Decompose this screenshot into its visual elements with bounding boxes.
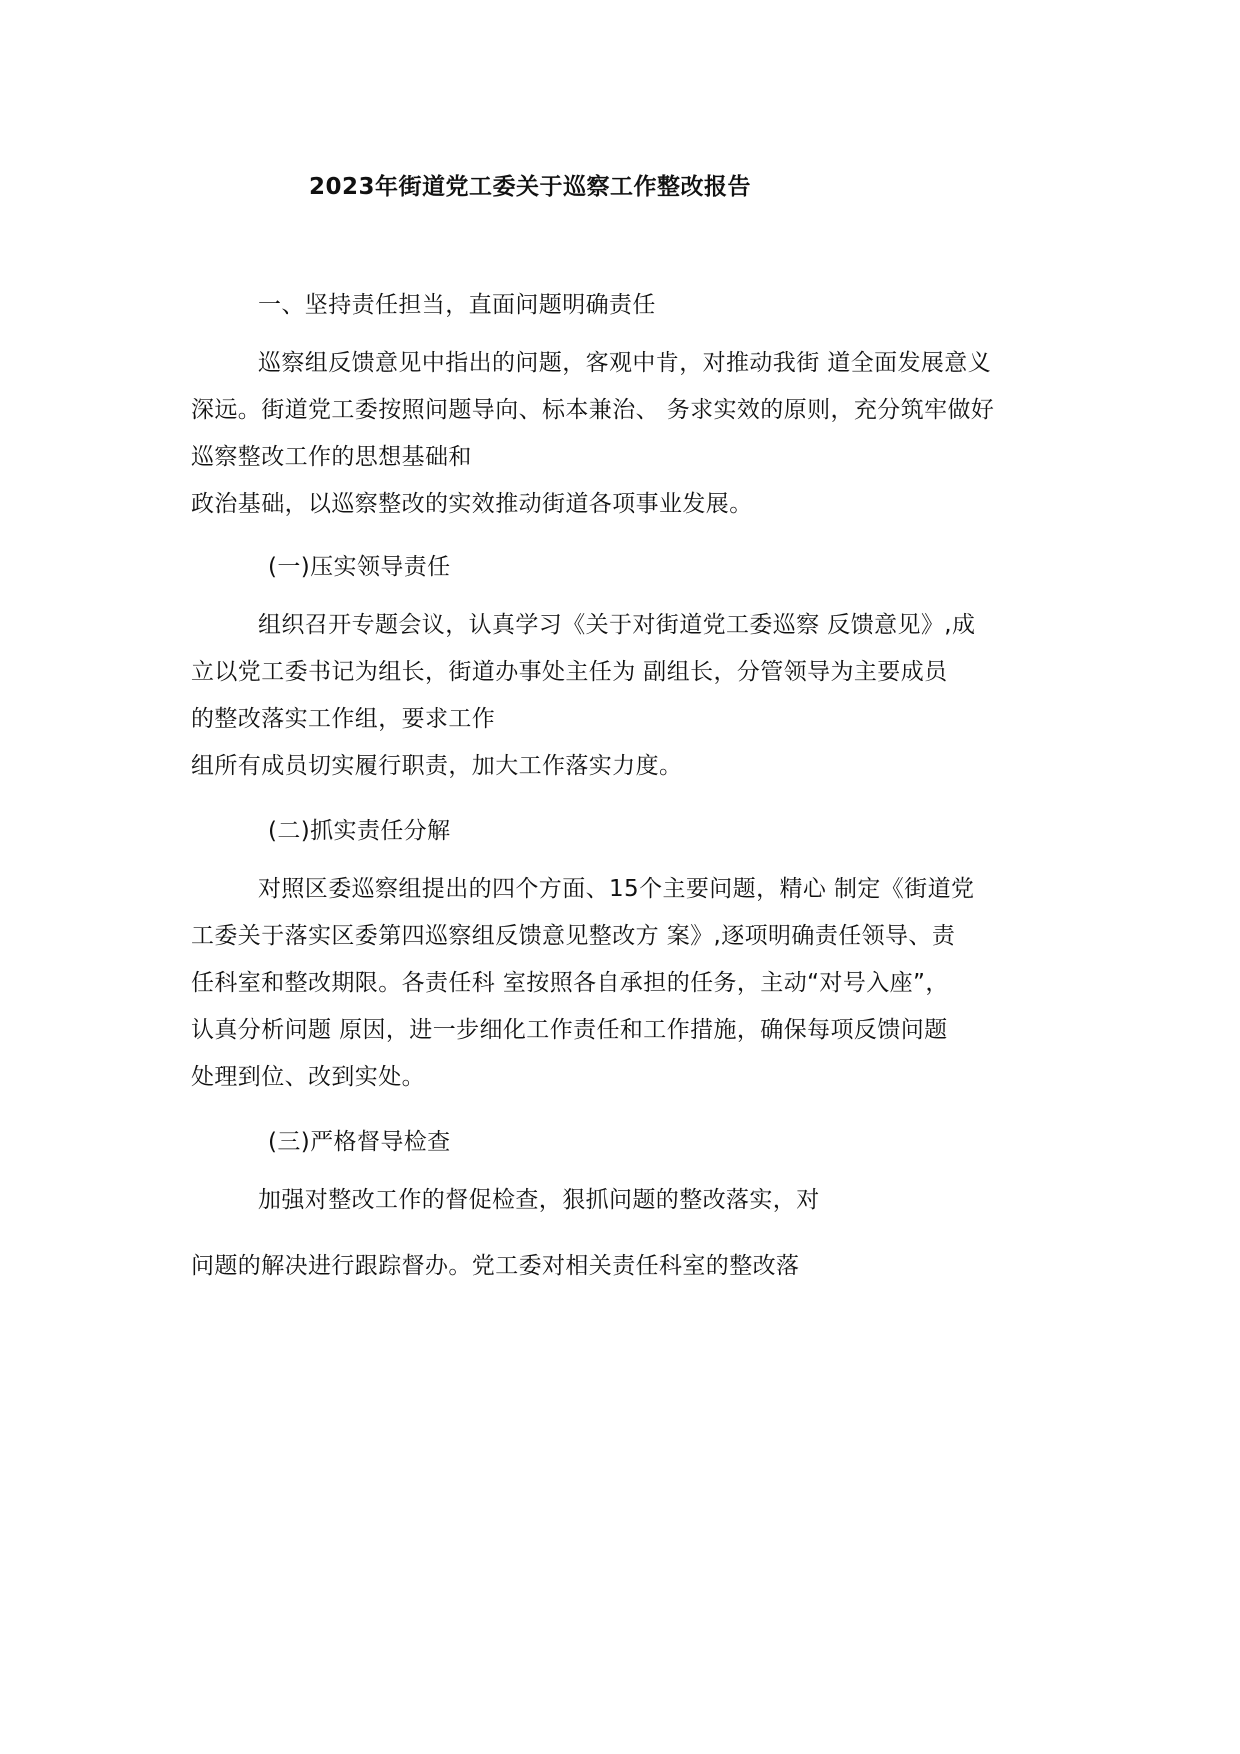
paragraph-1-line-1: 巡察组反馈意见中指出的问题，客观中肯，对推动我街 道全面发展意义 bbox=[258, 350, 992, 376]
paragraph-3-line-4: 认真分析问题 原因，进一步细化工作责任和工作措施，确保每项反馈问题 bbox=[191, 1017, 948, 1043]
paragraph-1-line-3: 巡察整改工作的思想基础和 bbox=[191, 444, 472, 470]
document-title: 2023年街道党工委关于巡察工作整改报告 bbox=[309, 174, 752, 200]
subsection-heading-1: (一)压实领导责任 bbox=[268, 554, 451, 580]
paragraph-4-line-2: 问题的解决进行跟踪督办。党工委对相关责任科室的整改落 bbox=[191, 1253, 800, 1279]
paragraph-1-line-4: 政治基础，以巡察整改的实效推动街道各项事业发展。 bbox=[191, 491, 753, 517]
paragraph-2-line-4: 组所有成员切实履行职责，加大工作落实力度。 bbox=[191, 753, 683, 779]
paragraph-3-line-5: 处理到位、改到实处。 bbox=[191, 1064, 425, 1090]
paragraph-1-line-2: 深远。街道党工委按照问题导向、标本兼治、 务求实效的原则，充分筑牢做好 bbox=[191, 397, 995, 423]
paragraph-2-line-2: 立以党工委书记为组长，街道办事处主任为 副组长，分管领导为主要成员 bbox=[191, 659, 948, 685]
paragraph-2-line-3: 的整改落实工作组，要求工作 bbox=[191, 706, 496, 732]
paragraph-3-line-3: 任科室和整改期限。各责任科 室按照各自承担的任务，主动“对号入座”， bbox=[191, 970, 949, 996]
subsection-heading-2: (二)抓实责任分解 bbox=[268, 818, 451, 844]
paragraph-4-line-1: 加强对整改工作的督促检查，狠抓问题的整改落实，对 bbox=[258, 1187, 820, 1213]
subsection-heading-3: (三)严格督导检查 bbox=[268, 1129, 451, 1155]
paragraph-3-line-1: 对照区委巡察组提出的四个方面、15个主要问题，精心 制定《街道党 bbox=[258, 876, 975, 902]
section-heading-1: 一、坚持责任担当，直面问题明确责任 bbox=[258, 292, 656, 318]
paragraph-3-line-2: 工委关于落实区委第四巡察组反馈意见整改方 案》,逐项明确责任领导、责 bbox=[191, 923, 956, 949]
paragraph-2-line-1: 组织召开专题会议，认真学习《关于对街道党工委巡察 反馈意见》,成 bbox=[258, 612, 976, 638]
